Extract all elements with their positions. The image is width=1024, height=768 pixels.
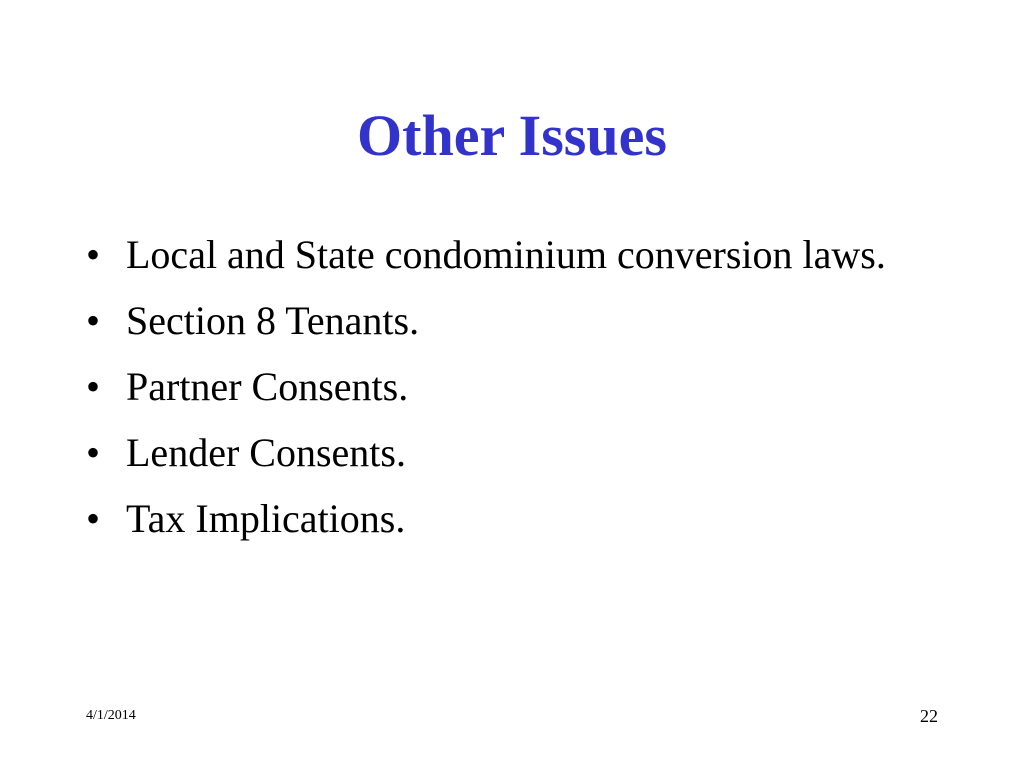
footer-date: 4/1/2014: [86, 708, 136, 723]
slide-title: Other Issues: [357, 103, 667, 168]
bullet-icon: •: [86, 430, 101, 475]
bullet-icon: •: [86, 298, 101, 343]
bullet-text: Local and State condominium conversion laws.: [126, 232, 886, 277]
bullet-item: [86, 426, 906, 480]
bullet-text: Partner Consents.: [126, 364, 409, 409]
bullet-list: [86, 228, 906, 558]
bullet-text: Section 8 Tenants.: [126, 298, 420, 343]
bullet-item: [86, 294, 906, 348]
page-number: 22: [920, 706, 938, 726]
bullet-item: [86, 492, 906, 546]
bullet-item: [86, 228, 906, 282]
bullet-icon: •: [86, 496, 101, 541]
bullet-text: Tax Implications.: [126, 496, 406, 541]
bullet-text: Lender Consents.: [126, 430, 406, 475]
bullet-icon: •: [86, 364, 101, 409]
bullet-item: [86, 360, 906, 414]
bullet-icon: •: [86, 232, 101, 277]
